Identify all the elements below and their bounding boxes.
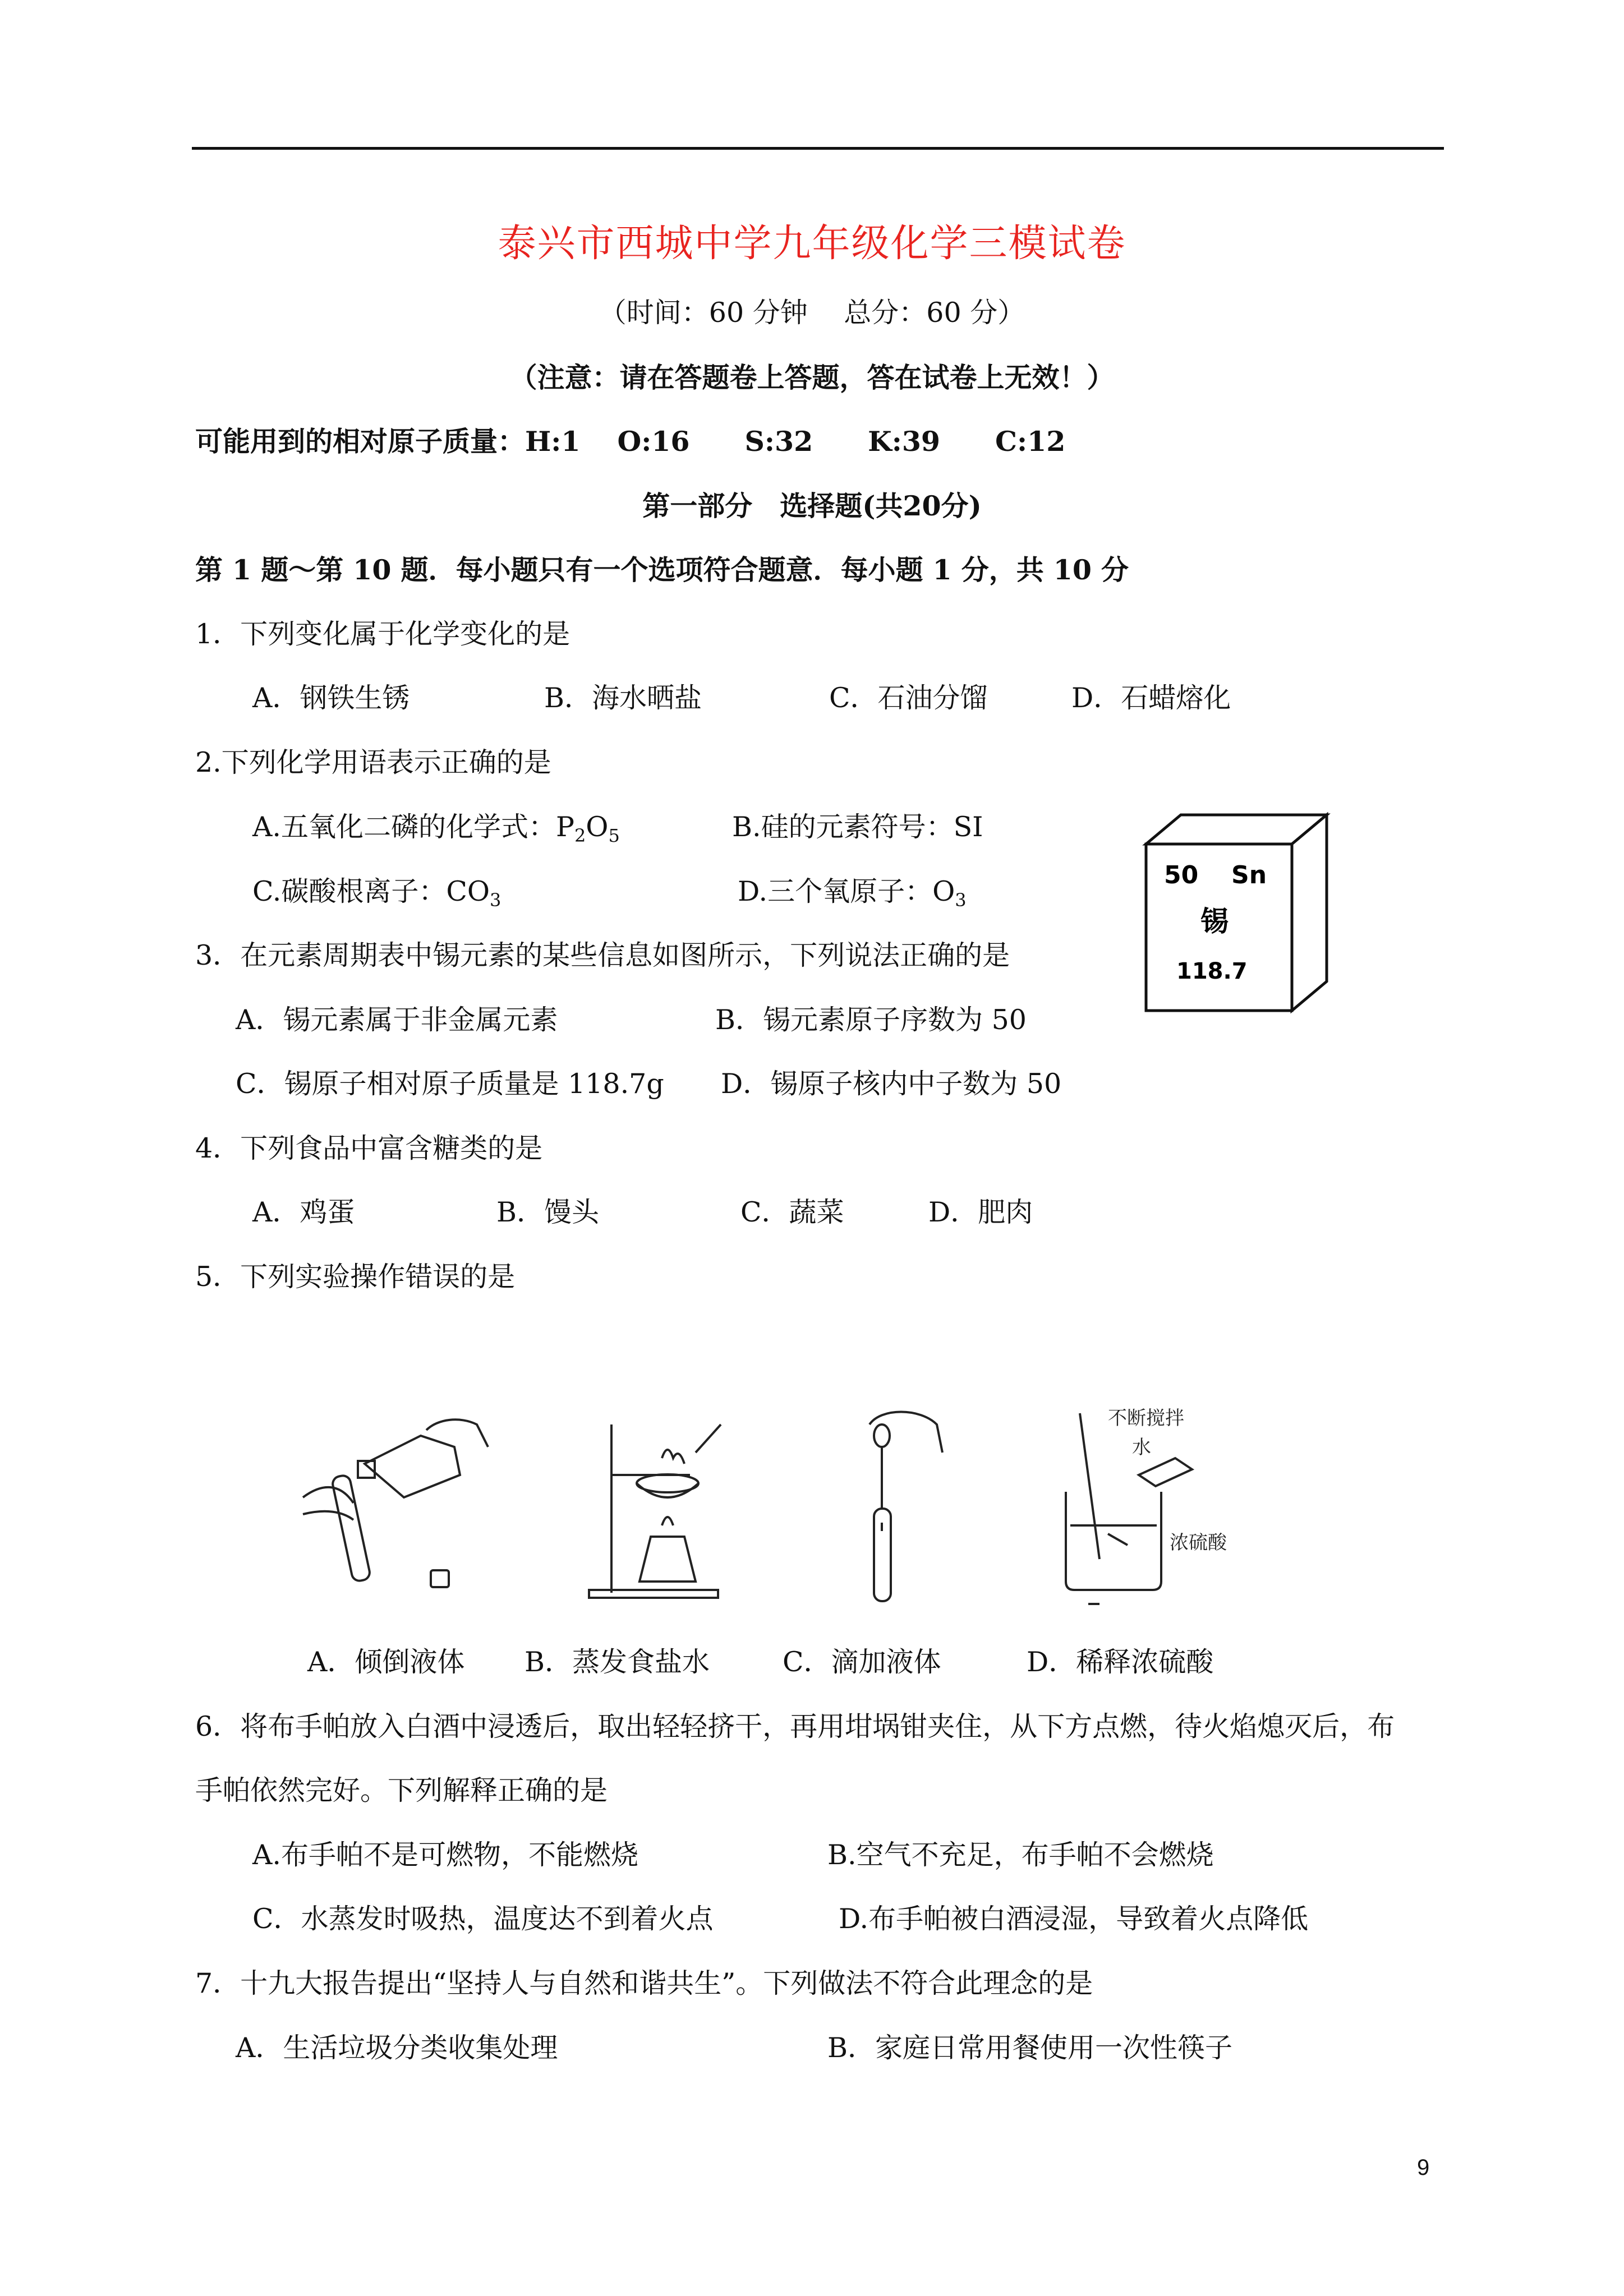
q3-stem: 3．在元素周期表中锡元素的某些信息如图所示，下列说法正确的是 [195,939,1010,971]
q4-stem: 4．下列食品中富含糖类的是 [195,1132,543,1164]
label-acid: 浓硫酸 [1170,1532,1227,1554]
label-stir: 不断搅拌 [1108,1407,1184,1430]
q2-option-d: D.三个氧原子：$O_3$ [738,875,967,911]
q2-stem: 2.下列化学用语表示正确的是 [195,746,551,778]
header-rule [192,147,1444,150]
q5-option-b: B．蒸发食盐水 [525,1646,710,1678]
q6-option-c: C．水蒸发时吸热，温度达不到着火点 [252,1903,714,1935]
q6-option-a: A.布手帕不是可燃物，不能燃烧 [252,1839,638,1871]
page-number: 9 [1417,2155,1430,2180]
q6-stem-line1: 6．将布手帕放入白酒中浸透后，取出轻轻挤干，再用坩埚钳夹住，从下方点燃，待火焰熄灭后，布 [195,1711,1395,1742]
label-water: 水 [1132,1436,1151,1459]
q4-option-b: B．馒头 [496,1196,600,1228]
q1-stem: 1．下列变化属于化学变化的是 [195,618,571,650]
figure-diluting-acid [1055,1402,1279,1610]
atomic-mass-line: 可能用到的相对原子质量：H:1 O:16 S:32 K:39 C:12 [195,425,1066,458]
q3-option-d: D．锡原子核内中子数为 50 [721,1068,1062,1100]
q4-option-c: C．蔬菜 [740,1196,844,1228]
q6-stem-line2: 手帕依然完好。下列解释正确的是 [195,1774,608,1806]
exam-title: 泰兴市西城中学九年级化学三模试卷 [498,222,1126,266]
q7-option-b: B．家庭日常用餐使用一次性筷子 [827,2032,1233,2064]
q5-option-d: D．稀释浓硫酸 [1027,1646,1214,1678]
q5-option-a: A．倾倒液体 [307,1646,465,1678]
q5-option-c: C．滴加液体 [783,1646,941,1678]
q2-option-a: A.五氧化二磷的化学式：$P_2O_5$ [252,811,620,846]
q7-option-a: A．生活垃圾分类收集处理 [236,2032,558,2064]
q6-option-d: D.布手帕被白酒浸湿，导致着火点降低 [839,1903,1309,1935]
tin-element-card [1142,810,1332,1015]
q2-option-b: B.硅的元素符号：SI [732,811,983,843]
q2-option-c: C.碳酸根离子：$CO_3$ [252,875,502,911]
notice: （注意：请在答题卷上答题，答在试卷上无效！） [509,361,1115,394]
q1-option-c: C．石油分馏 [829,682,988,714]
figure-evaporating [578,1413,746,1604]
q7-stem: 7．十九大报告提出“坚持人与自然和谐共生”。下列做法不符合此理念的是 [195,1967,1093,1999]
time-info: （时间：60 分钟 总分：60 分） [599,297,1025,329]
section-title: 第一部分 选择题(共20分) [642,490,982,522]
q1-option-b: B．海水晒盐 [544,682,702,714]
figure-pouring-liquid [292,1413,505,1593]
q1-option-a: A．钢铁生锈 [252,682,410,714]
q3-option-b: B．锡元素原子序数为 50 [715,1004,1027,1036]
q1-option-d: D．石蜡熔化 [1071,682,1231,714]
figure-dropping-liquid [847,1402,959,1610]
q3-option-c: C．锡原子相对原子质量是 118.7g [236,1068,664,1100]
instruction: 第 1 题～第 10 题．每小题只有一个选项符合题意．每小题 1 分，共 10 分 [195,554,1129,586]
q5-stem: 5．下列实验操作错误的是 [195,1261,516,1293]
q3-option-a: A．锡元素属于非金属元素 [236,1004,558,1036]
q4-option-d: D．肥肉 [928,1196,1033,1228]
q4-option-a: A．鸡蛋 [252,1196,355,1228]
element-name: 锡 [1200,905,1229,938]
q6-option-b: B.空气不充足，布手帕不会燃烧 [827,1839,1214,1871]
element-number: 50 [1164,861,1199,889]
element-symbol: Sn [1231,861,1267,889]
element-mass: 118.7 [1176,958,1248,984]
